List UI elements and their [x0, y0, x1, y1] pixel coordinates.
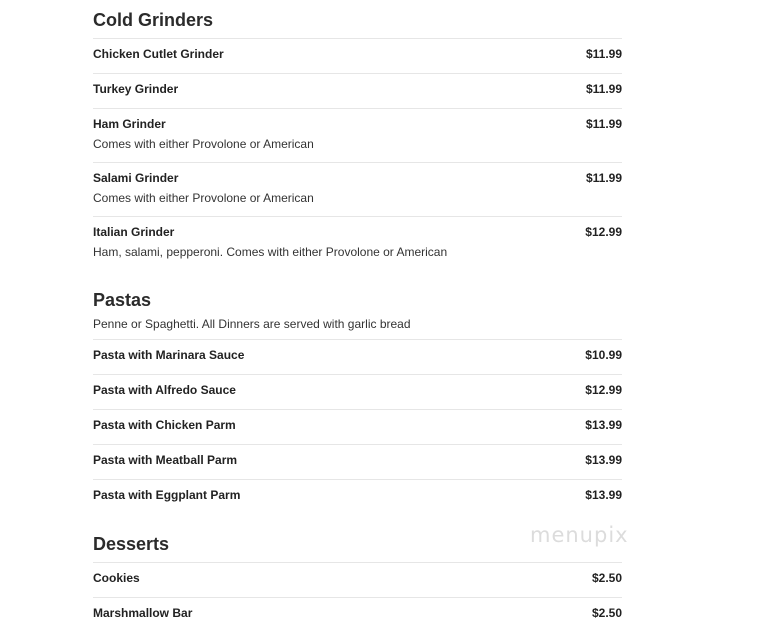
- item-price: $10.99: [585, 348, 622, 362]
- item-price: $13.99: [585, 418, 622, 432]
- menu-item: [93, 216, 622, 270]
- item-price: $11.99: [585, 117, 622, 131]
- item-name: Pasta with Alfredo Sauce: [93, 383, 236, 397]
- item-price: $11.99: [585, 82, 622, 96]
- menu-item: [93, 409, 622, 444]
- item-price: $12.99: [585, 225, 622, 239]
- item-price: $11.99: [585, 47, 622, 61]
- section-title: Pastas: [93, 290, 152, 310]
- menu-item: [93, 38, 622, 73]
- item-price: $13.99: [585, 453, 622, 467]
- item-name: Salami Grinder: [93, 171, 179, 185]
- menu-item: [93, 562, 622, 597]
- item-name: Pasta with Meatball Parm: [93, 453, 238, 467]
- menu-item: [93, 479, 622, 514]
- item-name: Cookies: [93, 571, 140, 585]
- item-price: $11.99: [585, 171, 622, 185]
- item-name: Pasta with Marinara Sauce: [93, 348, 245, 362]
- item-price: $2.50: [591, 571, 622, 585]
- menu-item: [93, 162, 622, 216]
- item-name: Italian Grinder: [93, 225, 175, 239]
- item-name: Pasta with Eggplant Parm: [93, 488, 241, 502]
- item-price: $13.99: [585, 488, 622, 502]
- section-pastas: [93, 280, 622, 514]
- menu-item: [93, 374, 622, 409]
- menu-item: [93, 444, 622, 479]
- section-cold-grinders: [93, 0, 622, 270]
- item-name: Pasta with Chicken Parm: [93, 418, 236, 432]
- item-price: $2.50: [591, 606, 622, 620]
- item-description: Ham, salami, pepperoni. Comes with either Provolone or American: [93, 245, 448, 259]
- menu-item: [93, 73, 622, 108]
- section-title: Desserts: [93, 534, 170, 554]
- item-name: Marshmallow Bar: [93, 606, 193, 620]
- item-name: Ham Grinder: [93, 117, 166, 131]
- menu-item: [93, 108, 622, 162]
- item-price: $12.99: [585, 383, 622, 397]
- section-gap: [93, 270, 622, 280]
- menu-item: [93, 339, 622, 374]
- section-title: Cold Grinders: [93, 10, 214, 30]
- item-name: Chicken Cutlet Grinder: [93, 47, 224, 61]
- menu-item: [93, 597, 622, 632]
- section-description: Penne or Spaghetti. All Dinners are served with garlic bread: [93, 317, 411, 331]
- item-description: Comes with either Provolone or American: [93, 191, 314, 205]
- item-description: Comes with either Provolone or American: [93, 137, 314, 151]
- item-name: Turkey Grinder: [93, 82, 179, 96]
- watermark-logo: menupix: [530, 523, 629, 547]
